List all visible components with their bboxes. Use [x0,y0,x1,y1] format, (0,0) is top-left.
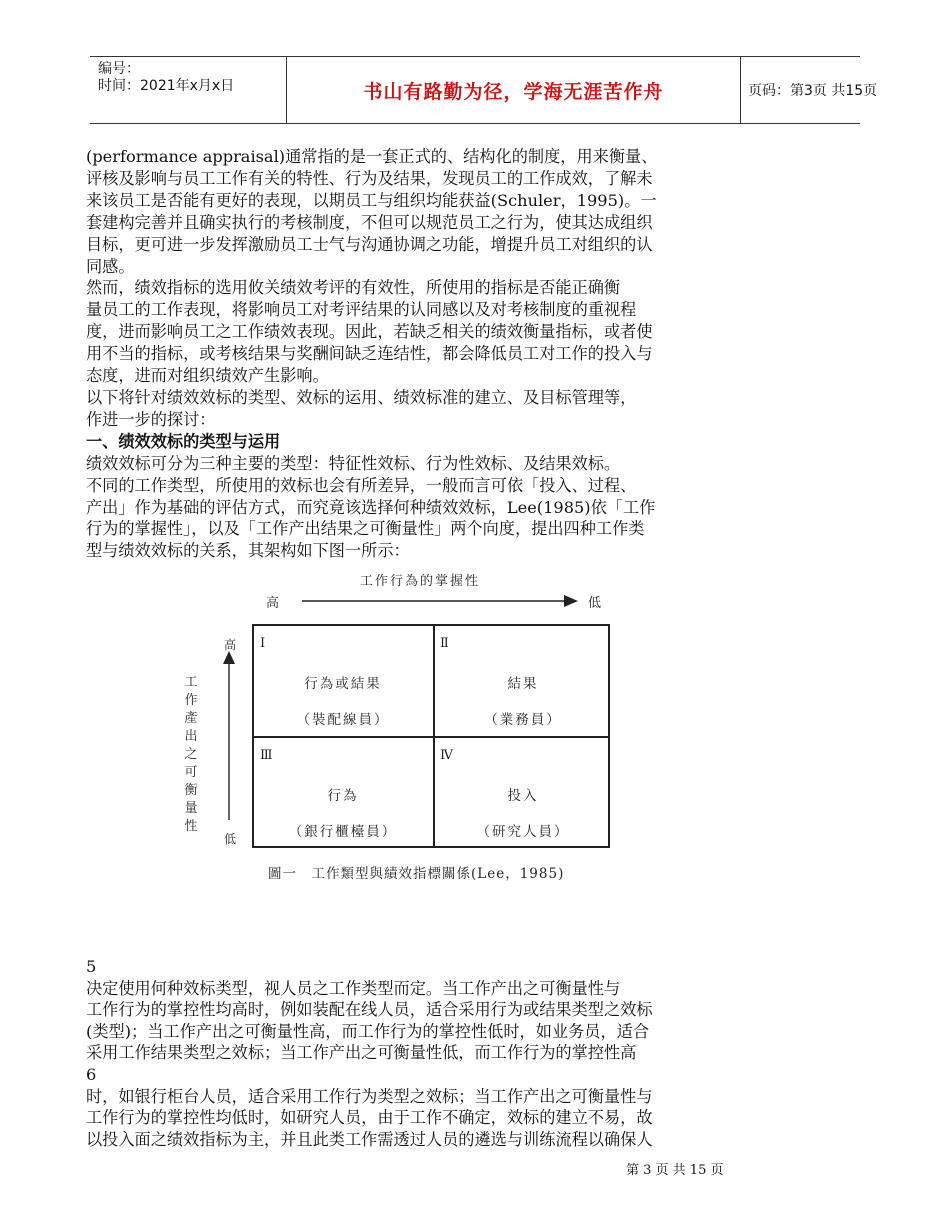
section-heading: 一、绩效效标的类型与运用 [86,431,281,451]
body-line: 套建构完善并且确实执行的考核制度，不但可以规范员工之行为，使其达成组织 [86,212,653,232]
quadrant-4-sub: （研究人員） [476,824,570,840]
body-line: 采用工作结果类型之效标；当工作产出之可衡量性低，而工作行为的掌控性高 [86,1043,637,1063]
body-line: 决定使用何种效标类型，视人员之工作类型而定。当工作产出之可衡量性与 [86,978,621,998]
body-line: 型与绩效效标的关系，其架构如下图一所示： [86,541,410,561]
grid-divider-horizontal [254,736,608,738]
left-axis-high: 高 [224,638,237,652]
body-line: 目标，更可进一步发挥激励员工士气与沟通协调之功能，增提升员工对组织的认 [86,234,653,254]
left-axis-title-char: 性 [184,819,198,834]
left-axis-title-char: 工 [184,675,198,690]
top-axis-high: 高 [266,596,280,611]
body-line: 工作行为的掌控性均高时，例如装配在线人员，适合采用行为或结果类型之效标 [86,1000,653,1020]
body-line: 来该员工是否能有更好的表现，以期员工与组织均能获益(Schuler，1995)。一 [86,190,657,210]
quadrant-3-main: 行為 [327,788,359,804]
quadrant-3-numeral: Ⅲ [260,748,273,763]
body-line: 产出」作为基础的评估方式，而究竟该选择何种绩效效标，Lee(1985)依「工作 [86,497,656,517]
body-line: 行为的掌握性」，以及「工作产出结果之可衡量性」两个向度，提出四种工作类 [86,519,645,539]
body-line: 作进一步的探讨： [86,409,216,429]
left-axis-title-char: 衡 [184,783,198,798]
left-axis-title-char: 作 [184,693,198,708]
body-line: 态度，进而对组织绩效产生影响。 [86,366,329,386]
left-axis-arrow [222,650,236,822]
body-text-continued [86,956,746,1150]
body-line: 用不当的指标，或考核结果与奖酬间缺乏连结性，都会降低员工对工作的投入与 [86,344,653,364]
body-line: 量员工的工作表现，将影响员工对考评结果的认同感以及对考核制度的重视程 [86,300,637,320]
quadrant-1-main: 行為或結果 [304,676,382,692]
header-page-info: 页码：第3页 共15页 [748,83,878,99]
quadrant-1-numeral: Ⅰ [260,636,266,651]
figure-caption: 圖一 工作類型與績效指標關係(Lee，1985) [268,866,565,882]
quadrant-3-sub: （銀行櫃檯員） [288,824,398,840]
body-line: (类型)；当工作产出之可衡量性高，而工作行为的掌控性低时，如业务员，适合 [86,1021,650,1041]
body-line: 以下将针对绩效效标的类型、效标的运用、绩效标准的建立、及目标管理等， [86,387,637,407]
footnote-marker: 5 [86,957,97,976]
header-meta [90,57,286,123]
number-label: 编号： [98,61,140,77]
top-axis-arrow [300,594,580,608]
left-axis-low: 低 [224,832,237,846]
quadrant-1-sub: （裝配線員） [296,712,390,728]
body-line: 评核及影响与员工工作有关的特性、行为及结果，发现员工的工作成效，了解未 [86,168,653,188]
left-axis-title-char: 量 [184,801,198,816]
page-footer: 第 3 页 共 15 页 [626,1163,724,1178]
header-motto: 书山有路勤为径，学海无涯苦作舟 [363,80,664,103]
quadrant-2-main: 結果 [507,676,539,692]
top-axis-low: 低 [588,596,602,611]
top-axis-title: 工作行為的掌握性 [360,574,481,589]
quadrant-grid [252,624,610,848]
header-page-cell [740,57,878,123]
page-header [90,56,878,124]
time-label: 时间：2021年x月x日 [98,78,235,94]
body-line: 然而，绩效指标的选用攸关绩效考评的有效性，所使用的指标是否能正确衡 [86,278,621,298]
body-line: (performance appraisal)通常指的是一套正式的、结构化的制度，用来衡量、 [86,147,658,166]
body-line: 工作行为的掌控性均低时，如研究人员，由于工作不确定，效标的建立不易，故 [86,1108,653,1128]
body-line: 绩效效标可分为三种主要的类型：特征性效标、行为性效标、及结果效标。 [86,453,621,473]
quadrant-2-sub: （業務員） [484,712,562,728]
left-axis-title-char: 產 [184,711,198,726]
footnote-marker: 6 [86,1064,97,1084]
body-line: 时，如银行柜台人员，适合采用工作行为类型之效标；当工作产出之可衡量性与 [86,1086,653,1106]
body-line: 以投入面之绩效指标为主，并且此类工作需透过人员的遴选与训练流程以确保人 [86,1129,653,1149]
header-motto-cell [286,57,741,123]
left-axis-title-char: 之 [184,747,198,762]
figure-1 [170,566,630,886]
left-axis-title-char: 出 [184,729,198,744]
left-axis-title-char: 可 [184,765,198,780]
quadrant-2-numeral: Ⅱ [440,636,449,651]
quadrant-4-main: 投入 [507,788,539,804]
quadrant-4-numeral: Ⅳ [440,748,453,763]
body-line: 同感。 [86,256,135,276]
body-line: 度，进而影响员工之工作绩效表现。因此，若缺乏相关的绩效衡量指标，或者使 [86,322,653,342]
body-text [86,146,746,562]
body-line: 不同的工作类型，所使用的效标也会有所差异，一般而言可依「投入、过程、 [86,475,637,495]
left-axis-title [184,674,198,836]
